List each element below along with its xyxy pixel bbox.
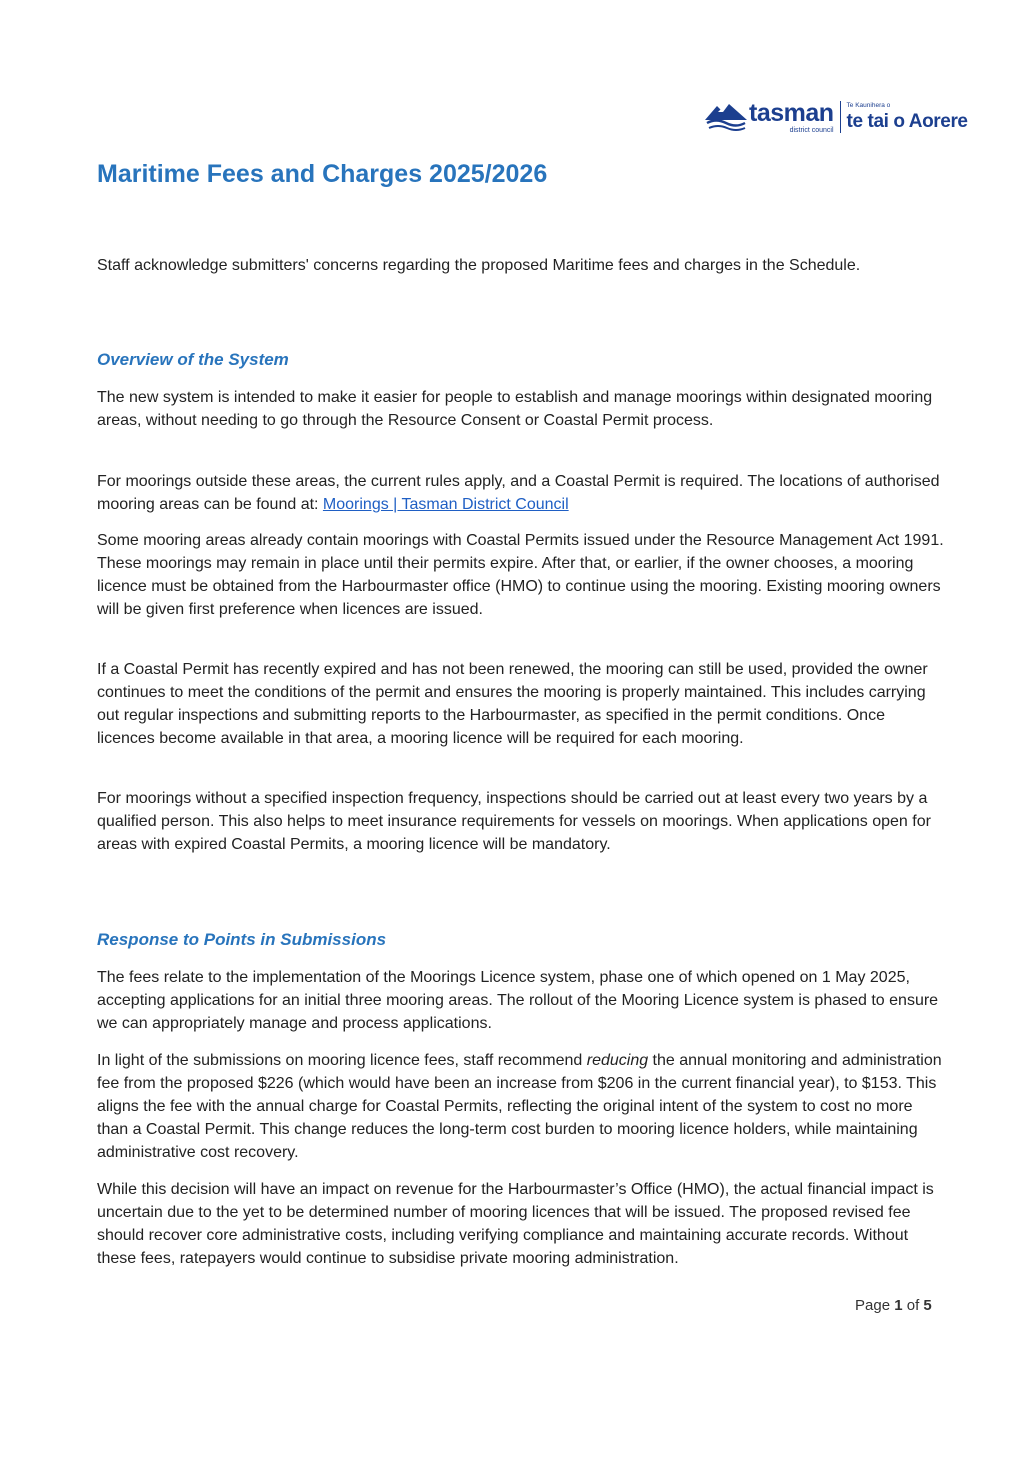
paragraph-text [97,1049,947,1164]
paragraph-text: Some mooring areas already contain moorings with Coastal Permits issued under the Resource Management Act 1991. These moorings may remain in place until their permits expire. After that, or earlier, if the owner chooses, a mooring licence must be obtained from the Harbourmaster office (HMO) to continue using the mooring. Existing mooring owners will be given first preference when licences are issued. [97,532,944,618]
overview-paragraph-1 [97,386,947,432]
paragraph-text: For moorings without a specified inspection frequency, inspections should be carried out at least every two years by a qualified person. This also helps to meet insurance requirements for vessels on moorings. When applications open for areas with expired Coastal Permits, a mooring licence will be mandatory. [97,790,931,853]
logo-subtitle: district council [789,126,834,134]
overview-paragraph-5 [97,787,947,856]
tasman-logo [705,96,990,138]
intro-paragraph [97,254,947,277]
paragraph-text: The fees relate to the implementation of the Moorings Licence system, phase one of which opened on 1 May 2025, accepting applications for an initial three mooring areas. The rollout of the Mooring Licence system is phased to ensure we can appropriately manage and process applications. [97,969,939,1032]
intro-text: Staff acknowledge submitters' concerns regarding the proposed Maritime fees and charges in the Schedule. [97,257,861,274]
overview-paragraph-2 [97,470,947,516]
section-heading-response: Response to Points in Submissions [97,930,387,949]
paragraph-text: While this decision will have an impact on revenue for the Harbourmaster’s Office (HMO), the actual financial impact is uncertain due to the yet to be determined number of mooring licences that will be issued. The proposed revised fee should recover core administrative costs, including verifying compliance and maintaining accurate records. Without these fees, ratepayers would continue to subsidise private mooring administration. [97,1181,934,1267]
moorings-link[interactable]: Moorings | Tasman District Council [322,496,569,513]
of-label: of [906,1297,920,1314]
logo-divider [840,101,841,133]
page-number [855,1297,932,1314]
logo-wordmark [749,98,834,134]
overview-paragraph-3 [97,529,947,621]
response-paragraph-3 [97,1178,947,1270]
current-page: 1 [894,1297,903,1314]
logo-maori-block [847,103,968,131]
paragraph-text [97,470,947,516]
paragraph-text-span: For moorings outside these areas, the current rules apply, and a Coastal Permit is required. The locations of authorised mooring areas can be found at: [97,473,940,513]
response-paragraph-2 [97,1049,947,1164]
response-paragraph-1 [97,966,947,1035]
emphasis-text: reducing [586,1052,649,1069]
paragraph-text-span: In light of the submissions on mooring licence fees, staff recommend [97,1052,587,1069]
paragraph-text: If a Coastal Permit has recently expired and has not been renewed, the mooring can still be used, provided the owner continues to meet the conditions of the permit and ensures the mooring is properly maintained. This includes carrying out regular inspections and submitting reports to the Harbourmaster, as specified in the permit conditions. Once licences become available in that area, a mooring licence will be required for each mooring. [97,661,928,747]
paragraph-text: The new system is intended to make it easier for people to establish and manage moorings within designated mooring areas, without needing to go through the Resource Consent or Coastal Permit process. [97,389,933,429]
page-label: Page [855,1297,891,1314]
logo-brand-text: tasman [749,98,834,127]
logo-maori-name: te tai o Aorere [846,110,968,132]
mountain-wave-icon [705,100,747,134]
document-title: Maritime Fees and Charges 2025/2026 [97,160,548,188]
total-pages: 5 [923,1297,932,1314]
logo-small-text: Te Kaunihera o [846,102,891,110]
paragraph-text-span: the annual monitoring and administration fee from the proposed $226 (which would have been an increase from $206 in the current financial year), to $153. This aligns the fee with the annual charge for Coastal Permits, reflecting the original intent of the system to cost no more than a Coastal Permit. This change reduces the long-term cost burden to mooring licence holders, while maintaining administrative cost recovery. [97,1052,942,1161]
section-heading-overview: Overview of the System [97,350,289,369]
overview-paragraph-4 [97,658,947,750]
